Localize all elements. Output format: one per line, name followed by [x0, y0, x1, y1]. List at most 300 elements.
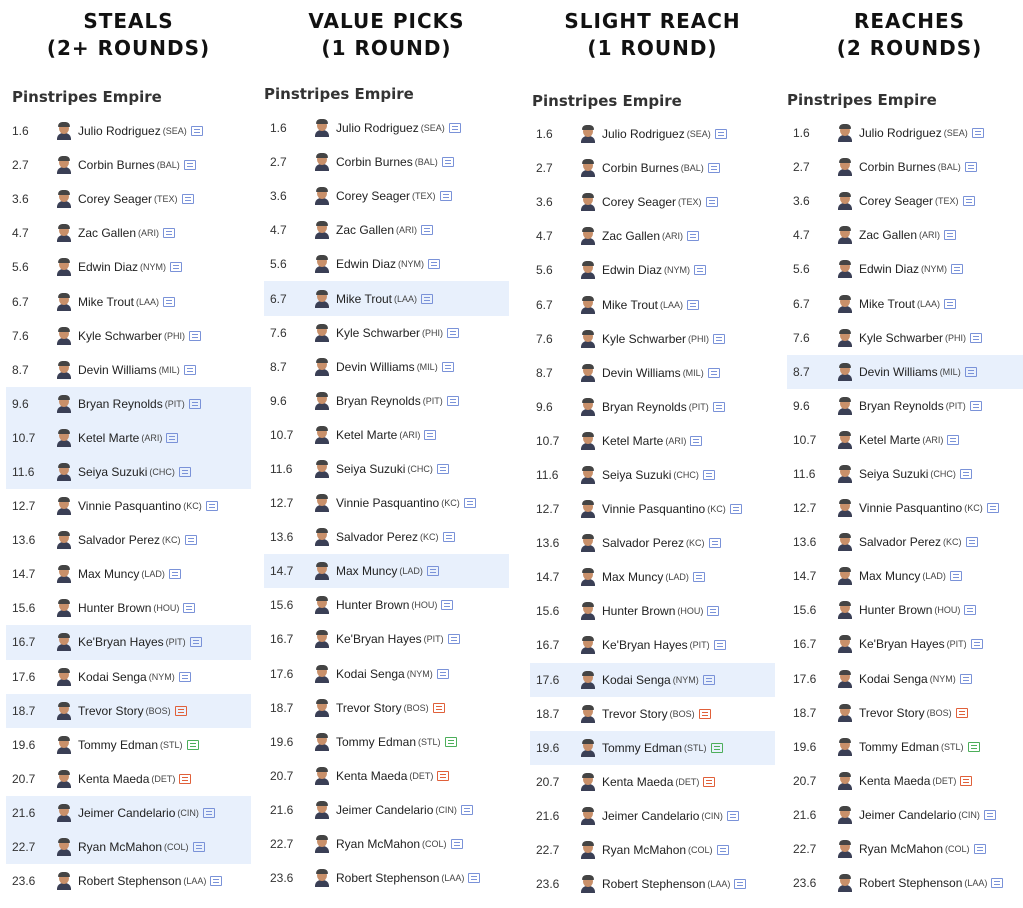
player-name[interactable]: Jeimer Candelario [336, 802, 434, 817]
player-name[interactable]: Julio Rodriguez [336, 121, 419, 136]
pick-row[interactable] [530, 151, 775, 185]
pick-row[interactable] [264, 827, 509, 861]
pick-row[interactable] [264, 247, 509, 281]
player-news-icon[interactable] [169, 569, 181, 579]
player-news-icon[interactable] [437, 669, 449, 679]
player-name[interactable]: Corbin Burnes [336, 155, 413, 170]
player-news-icon[interactable] [440, 191, 452, 201]
player-name[interactable]: Hunter Brown [859, 603, 933, 618]
player-news-icon[interactable] [175, 706, 187, 716]
player-name[interactable]: Tommy Edman [602, 740, 683, 755]
pick-row[interactable] [6, 489, 251, 523]
player-name[interactable]: Zac Gallen [78, 226, 137, 241]
pick-row[interactable] [6, 353, 251, 387]
pick-row[interactable] [264, 111, 509, 145]
pick-row[interactable] [530, 356, 775, 390]
player-news-icon[interactable] [421, 294, 433, 304]
player-news-icon[interactable] [461, 805, 473, 815]
pick-row[interactable] [6, 728, 251, 762]
player-name[interactable]: Mike Trout [78, 294, 135, 309]
player-news-icon[interactable] [437, 771, 449, 781]
pick-row[interactable] [264, 622, 509, 656]
pick-number: 8.7 [793, 364, 810, 379]
player-news-icon[interactable] [960, 469, 972, 479]
player-name[interactable]: Julio Rodriguez [78, 124, 161, 139]
player-name[interactable]: Kyle Schwarber [602, 331, 687, 346]
player-name[interactable]: Seiya Suzuki [859, 466, 929, 481]
pick-row[interactable] [264, 588, 509, 622]
player-news-icon[interactable] [987, 503, 999, 513]
player-news-icon[interactable] [714, 640, 726, 650]
pick-number: 5.6 [793, 262, 810, 277]
player-name[interactable]: Zac Gallen [602, 229, 661, 244]
player-avatar-icon [314, 699, 330, 717]
player-name[interactable]: Hunter Brown [336, 598, 410, 613]
player-news-icon[interactable] [443, 532, 455, 542]
player-name[interactable]: Corbin Burnes [859, 160, 936, 175]
player-name[interactable]: Robert Stephenson [78, 874, 182, 889]
player-news-icon[interactable] [708, 368, 720, 378]
pick-row[interactable] [530, 594, 775, 628]
player-news-icon[interactable] [694, 265, 706, 275]
player-name[interactable]: Kyle Schwarber [336, 325, 421, 340]
player-name[interactable]: Ke'Bryan Hayes [602, 638, 688, 653]
pick-row[interactable] [6, 319, 251, 353]
player-name[interactable]: Edwin Diaz [336, 257, 397, 272]
player-news-icon[interactable] [428, 259, 440, 269]
player-name[interactable]: Edwin Diaz [859, 262, 920, 277]
player-news-icon[interactable] [184, 160, 196, 170]
player-name[interactable]: Trevor Story [78, 703, 144, 718]
pick-row[interactable] [530, 424, 775, 458]
player-name[interactable]: Kodai Senga [859, 671, 928, 686]
player-news-icon[interactable] [699, 709, 711, 719]
player-name[interactable]: Salvador Perez [859, 535, 942, 550]
pick-row[interactable] [6, 625, 251, 659]
player-news-icon[interactable] [189, 399, 201, 409]
pick-row[interactable] [787, 832, 1023, 866]
player-name[interactable]: Kenta Maeda [78, 771, 150, 786]
pick-row[interactable] [264, 213, 509, 247]
pick-row[interactable] [6, 250, 251, 284]
pick-row[interactable] [787, 150, 1023, 184]
player-name[interactable]: Mike Trout [859, 296, 916, 311]
pick-row[interactable] [787, 696, 1023, 730]
player-name[interactable]: Julio Rodriguez [859, 126, 942, 141]
player-news-icon[interactable] [163, 297, 175, 307]
player-news-icon[interactable] [421, 225, 433, 235]
pick-row[interactable] [264, 179, 509, 213]
pick-row[interactable] [264, 691, 509, 725]
pick-row[interactable] [264, 861, 509, 895]
pick-row[interactable] [264, 145, 509, 179]
player-news-icon[interactable] [184, 365, 196, 375]
player-name[interactable]: Ketel Marte [336, 427, 398, 442]
pick-row[interactable] [6, 591, 251, 625]
player-news-icon[interactable] [971, 639, 983, 649]
player-news-icon[interactable] [191, 126, 203, 136]
pick-row[interactable] [264, 520, 509, 554]
player-team: (LAA) [660, 299, 684, 310]
player-news-icon[interactable] [960, 776, 972, 786]
player-news-icon[interactable] [464, 498, 476, 508]
pick-row[interactable] [530, 697, 775, 731]
player-name[interactable]: Ryan McMahon [78, 840, 163, 855]
player-name[interactable]: Ke'Bryan Hayes [859, 637, 945, 652]
player-name[interactable]: Devin Williams [336, 359, 415, 374]
player-news-icon[interactable] [734, 879, 746, 889]
player-name[interactable]: Vinnie Pasquantino [78, 499, 182, 514]
player-news-icon[interactable] [468, 873, 480, 883]
pick-number: 2.7 [793, 160, 810, 175]
pick-row[interactable] [787, 491, 1023, 525]
player-name[interactable]: Corey Seager [78, 192, 153, 207]
player-name[interactable]: Ryan McMahon [336, 837, 421, 852]
player-name[interactable]: Jeimer Candelario [602, 808, 700, 823]
player-news-icon[interactable] [709, 538, 721, 548]
player-news-icon[interactable] [166, 433, 178, 443]
player-name[interactable]: Julio Rodriguez [602, 127, 685, 142]
player-name[interactable]: Tommy Edman [859, 739, 940, 754]
pick-row[interactable] [787, 525, 1023, 559]
player-news-icon[interactable] [730, 504, 742, 514]
player-name[interactable]: Robert Stephenson [859, 876, 963, 891]
player-name[interactable]: Seiya Suzuki [602, 467, 672, 482]
player-name[interactable]: Salvador Perez [336, 530, 419, 545]
pick-row[interactable] [530, 833, 775, 867]
player-name[interactable]: Robert Stephenson [602, 877, 706, 892]
pick-number: 6.7 [12, 294, 29, 309]
player-news-icon[interactable] [991, 878, 1003, 888]
player-name[interactable]: Vinnie Pasquantino [602, 502, 706, 517]
pick-row[interactable] [530, 253, 775, 287]
player-news-icon[interactable] [451, 839, 463, 849]
player-name[interactable]: Devin Williams [602, 365, 681, 380]
player-name[interactable]: Kenta Maeda [336, 768, 408, 783]
player-name[interactable]: Kodai Senga [336, 666, 405, 681]
pick-row[interactable] [264, 384, 509, 418]
player-news-icon[interactable] [984, 810, 996, 820]
player-news-icon[interactable] [964, 605, 976, 615]
player-news-icon[interactable] [193, 842, 205, 852]
player-news-icon[interactable] [437, 464, 449, 474]
player-name[interactable]: Kenta Maeda [859, 773, 931, 788]
player-news-icon[interactable] [703, 675, 715, 685]
player-name[interactable]: Kyle Schwarber [859, 330, 944, 345]
pick-row[interactable] [530, 185, 775, 219]
pick-row[interactable] [530, 731, 775, 765]
player-news-icon[interactable] [179, 774, 191, 784]
player-news-icon[interactable] [715, 129, 727, 139]
player-news-icon[interactable] [703, 777, 715, 787]
player-name[interactable]: Mike Trout [602, 297, 659, 312]
pick-number: 18.7 [12, 703, 36, 718]
pick-row[interactable] [264, 793, 509, 827]
pick-row[interactable] [264, 452, 509, 486]
pick-row[interactable] [787, 389, 1023, 423]
player-news-icon[interactable] [179, 672, 191, 682]
pick-row[interactable] [530, 526, 775, 560]
player-news-icon[interactable] [972, 128, 984, 138]
player-news-icon[interactable] [206, 501, 218, 511]
pick-row[interactable] [6, 864, 251, 898]
player-name[interactable]: Corey Seager [602, 195, 677, 210]
pick-row[interactable] [530, 390, 775, 424]
pick-row[interactable] [787, 218, 1023, 252]
player-team: (KC) [707, 504, 726, 515]
player-news-icon[interactable] [187, 740, 199, 750]
player-news-icon[interactable] [944, 299, 956, 309]
player-news-icon[interactable] [965, 162, 977, 172]
pick-row[interactable] [264, 486, 509, 520]
pick-row[interactable] [787, 798, 1023, 832]
player-news-icon[interactable] [445, 737, 457, 747]
player-news-icon[interactable] [449, 123, 461, 133]
pick-row[interactable] [787, 627, 1023, 661]
player-news-icon[interactable] [442, 157, 454, 167]
pick-row[interactable] [787, 662, 1023, 696]
player-name[interactable]: Corey Seager [859, 194, 934, 209]
player-name[interactable]: Ketel Marte [859, 432, 921, 447]
player-name[interactable]: Devin Williams [78, 362, 157, 377]
player-name[interactable]: Seiya Suzuki [78, 464, 148, 479]
pick-row[interactable] [787, 286, 1023, 320]
player-name[interactable]: Ke'Bryan Hayes [336, 632, 422, 647]
player-news-icon[interactable] [203, 808, 215, 818]
pick-row[interactable] [6, 148, 251, 182]
player-name[interactable]: Ryan McMahon [859, 842, 944, 857]
player-team: (STL) [941, 741, 964, 752]
player-news-icon[interactable] [183, 603, 195, 613]
player-news-icon[interactable] [970, 401, 982, 411]
pick-row[interactable] [6, 830, 251, 864]
player-news-icon[interactable] [189, 331, 201, 341]
player-news-icon[interactable] [427, 566, 439, 576]
player-news-icon[interactable] [960, 674, 972, 684]
pick-row[interactable] [264, 316, 509, 350]
player-news-icon[interactable] [966, 537, 978, 547]
pick-row[interactable] [6, 387, 251, 421]
player-team: (CHC) [673, 469, 699, 480]
pick-row[interactable] [6, 660, 251, 694]
player-news-icon[interactable] [965, 367, 977, 377]
pick-row[interactable] [787, 184, 1023, 218]
player-news-icon[interactable] [974, 844, 986, 854]
player-news-icon[interactable] [424, 430, 436, 440]
player-name[interactable]: Trevor Story [336, 700, 402, 715]
pick-row[interactable] [530, 799, 775, 833]
player-team: (KC) [943, 537, 962, 548]
player-news-icon[interactable] [970, 333, 982, 343]
pick-row[interactable] [264, 281, 509, 315]
pick-row[interactable] [530, 322, 775, 356]
pick-row[interactable] [264, 418, 509, 452]
pick-row[interactable] [530, 492, 775, 526]
player-news-icon[interactable] [963, 196, 975, 206]
pick-row[interactable] [6, 182, 251, 216]
player-name[interactable]: Max Muncy [602, 570, 664, 585]
pick-row[interactable] [6, 762, 251, 796]
player-news-icon[interactable] [441, 600, 453, 610]
player-name[interactable]: Max Muncy [78, 567, 140, 582]
player-news-icon[interactable] [944, 230, 956, 240]
pick-row[interactable] [264, 759, 509, 793]
pick-row[interactable] [787, 764, 1023, 798]
pick-row[interactable] [6, 455, 251, 489]
pick-row[interactable] [787, 423, 1023, 457]
player-news-icon[interactable] [170, 262, 182, 272]
player-name[interactable]: Bryan Reynolds [602, 399, 687, 414]
pick-row[interactable] [787, 116, 1023, 150]
player-name[interactable]: Bryan Reynolds [859, 398, 944, 413]
player-news-icon[interactable] [179, 467, 191, 477]
player-news-icon[interactable] [190, 637, 202, 647]
player-avatar-icon [314, 835, 330, 853]
player-avatar-icon [314, 358, 330, 376]
player-name[interactable]: Hunter Brown [602, 604, 676, 619]
player-news-icon[interactable] [707, 606, 719, 616]
player-team: (BOS) [145, 705, 171, 716]
pick-row[interactable] [6, 694, 251, 728]
pick-row[interactable] [530, 287, 775, 321]
player-name[interactable]: Tommy Edman [336, 734, 417, 749]
player-name[interactable]: Corbin Burnes [602, 161, 679, 176]
player-name[interactable]: Jeimer Candelario [78, 805, 176, 820]
player-news-icon[interactable] [708, 163, 720, 173]
pick-row[interactable] [6, 523, 251, 557]
pick-row[interactable] [530, 867, 775, 901]
player-news-icon[interactable] [687, 300, 699, 310]
player-name[interactable]: Zac Gallen [336, 223, 395, 238]
player-name[interactable]: Ketel Marte [602, 433, 664, 448]
player-name[interactable]: Corey Seager [336, 189, 411, 204]
player-news-icon[interactable] [447, 328, 459, 338]
pick-row[interactable] [530, 458, 775, 492]
player-news-icon[interactable] [185, 535, 197, 545]
player-name[interactable]: Tommy Edman [78, 737, 159, 752]
player-name[interactable]: Seiya Suzuki [336, 461, 406, 476]
pick-row[interactable] [530, 628, 775, 662]
pick-row[interactable] [264, 554, 509, 588]
player-name[interactable]: Kodai Senga [602, 672, 671, 687]
player-name[interactable]: Kodai Senga [78, 669, 147, 684]
pick-row[interactable] [787, 593, 1023, 627]
player-avatar-icon [314, 528, 330, 546]
player-news-icon[interactable] [447, 396, 459, 406]
pick-row[interactable] [264, 657, 509, 691]
player-name[interactable]: Salvador Perez [78, 533, 161, 548]
player-name[interactable]: Hunter Brown [78, 601, 152, 616]
player-name[interactable]: Max Muncy [336, 564, 398, 579]
player-news-icon[interactable] [442, 362, 454, 372]
pick-row[interactable] [530, 219, 775, 253]
player-news-icon[interactable] [693, 572, 705, 582]
pick-row[interactable] [6, 557, 251, 591]
player-news-icon[interactable] [956, 708, 968, 718]
player-name[interactable]: Jeimer Candelario [859, 807, 957, 822]
player-news-icon[interactable] [687, 231, 699, 241]
pick-number: 8.7 [270, 359, 287, 374]
player-news-icon[interactable] [947, 435, 959, 445]
pick-row[interactable] [787, 559, 1023, 593]
player-name[interactable]: Edwin Diaz [602, 263, 663, 278]
player-name[interactable]: Corbin Burnes [78, 158, 155, 173]
player-news-icon[interactable] [433, 703, 445, 713]
player-name[interactable]: Bryan Reynolds [78, 396, 163, 411]
player-name[interactable]: Mike Trout [336, 291, 393, 306]
player-news-icon[interactable] [448, 634, 460, 644]
pick-row[interactable] [6, 421, 251, 455]
pick-row[interactable] [787, 866, 1023, 900]
pick-list [787, 116, 1023, 900]
player-news-icon[interactable] [163, 228, 175, 238]
player-name[interactable]: Trevor Story [602, 706, 668, 721]
player-name[interactable]: Kenta Maeda [602, 774, 674, 789]
pick-row[interactable] [787, 252, 1023, 286]
pick-row[interactable] [264, 350, 509, 384]
pick-row[interactable] [6, 114, 251, 148]
player-avatar-icon [580, 773, 596, 791]
pick-number: 3.6 [12, 192, 29, 207]
pick-row[interactable] [787, 730, 1023, 764]
player-name[interactable]: Ryan McMahon [602, 843, 687, 858]
player-name[interactable]: Ketel Marte [78, 430, 140, 445]
pick-row[interactable] [6, 796, 251, 830]
column-steals [6, 0, 251, 908]
player-name[interactable]: Edwin Diaz [78, 260, 139, 275]
player-name[interactable]: Robert Stephenson [336, 871, 440, 886]
player-news-icon[interactable] [727, 811, 739, 821]
pick-row[interactable] [530, 117, 775, 151]
player-name[interactable]: Max Muncy [859, 569, 921, 584]
player-name[interactable]: Vinnie Pasquantino [859, 501, 963, 516]
player-news-icon[interactable] [711, 743, 723, 753]
player-news-icon[interactable] [968, 742, 980, 752]
pick-row[interactable] [530, 560, 775, 594]
player-news-icon[interactable] [706, 197, 718, 207]
player-name[interactable]: Salvador Perez [602, 536, 685, 551]
player-name[interactable]: Vinnie Pasquantino [336, 496, 440, 511]
player-news-icon[interactable] [717, 845, 729, 855]
player-news-icon[interactable] [210, 876, 222, 886]
player-team: (NYM) [929, 673, 956, 684]
player-news-icon[interactable] [182, 194, 194, 204]
player-name[interactable]: Bryan Reynolds [336, 393, 421, 408]
pick-number: 22.7 [12, 840, 36, 855]
player-team: (ARI) [399, 429, 421, 440]
player-news-icon[interactable] [690, 436, 702, 446]
player-name[interactable]: Devin Williams [859, 364, 938, 379]
player-name[interactable]: Trevor Story [859, 705, 925, 720]
pick-row[interactable] [787, 321, 1023, 355]
pick-row[interactable] [787, 457, 1023, 491]
pick-row[interactable] [530, 663, 775, 697]
player-name[interactable]: Ke'Bryan Hayes [78, 635, 164, 650]
pick-row[interactable] [787, 355, 1023, 389]
player-news-icon[interactable] [951, 264, 963, 274]
pick-row[interactable] [264, 725, 509, 759]
player-name[interactable]: Kyle Schwarber [78, 328, 163, 343]
player-news-icon[interactable] [703, 470, 715, 480]
pick-row[interactable] [6, 216, 251, 250]
player-news-icon[interactable] [713, 334, 725, 344]
player-name[interactable]: Zac Gallen [859, 228, 918, 243]
player-news-icon[interactable] [713, 402, 725, 412]
pick-row[interactable] [530, 765, 775, 799]
player-avatar-icon [56, 531, 72, 549]
player-news-icon[interactable] [950, 571, 962, 581]
pick-row[interactable] [6, 284, 251, 318]
